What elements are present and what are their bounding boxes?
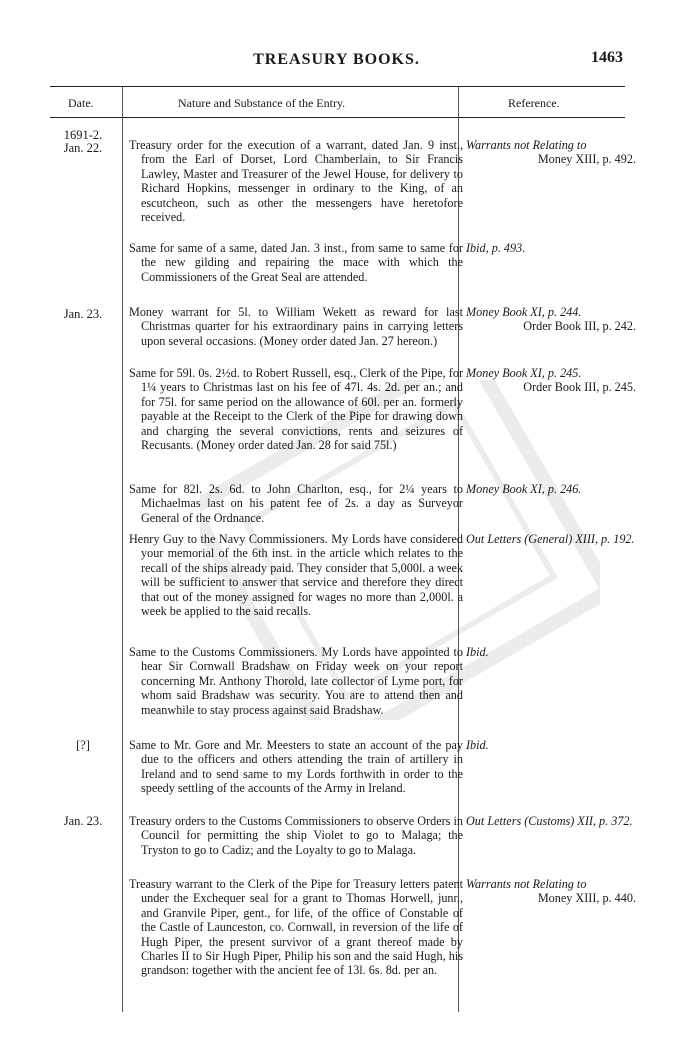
entry-text: Treasury order for the execution of a warrant, dated Jan. 9 inst., from the Earl of Dorset, Lord Chamberlain, to Sir Francis Lawley, Master and Treasurer of the Jewel House, for delivery to Richard Hopkins, messenger in ordinary to the King, of an escutcheon, such as other the messengers have heretofore received. xyxy=(129,138,463,225)
entry-reference xyxy=(466,482,636,496)
entry-reference xyxy=(466,814,636,828)
entry-date: Jan. 22. xyxy=(63,141,103,155)
reference-line: Ibid. xyxy=(466,738,489,752)
entry-date: [?] xyxy=(76,738,90,752)
header-rule-top xyxy=(50,86,625,87)
reference-line: Money XIII, p. 440. xyxy=(537,891,636,906)
reference-line: Out Letters (Customs) XII, p. 372. xyxy=(466,814,633,828)
reference-line: Order Book III, p. 242. xyxy=(523,319,636,334)
entry-text: Same for 59l. 0s. 2½d. to Robert Russell, esq., Clerk of the Pipe, for 1¼ years to Christmas last on his fee of 47l. 4s. 2d. per an.; and for 75l. for same period on the allowance of 60l. per an. formerly payable at the Receipt to the Clerk of the Pipe for drawing down and charging the several convictions, rents and seizures of Recusants. (Money order dated Jan. 28 for said 75l.) xyxy=(129,366,463,453)
reference-line: Ibid. xyxy=(466,645,489,659)
page-title: TREASURY BOOKS. xyxy=(253,51,420,68)
entry-reference xyxy=(466,138,636,167)
entry-reference xyxy=(466,738,636,752)
entry-date: Jan. 23. xyxy=(63,307,103,321)
reference-line: Money Book XI, p. 245. xyxy=(466,366,582,380)
entry-reference xyxy=(466,877,636,906)
reference-line: Out Letters (General) XIII, p. 192. xyxy=(466,532,635,546)
reference-line: Order Book III, p. 245. xyxy=(523,380,636,395)
reference-line: Money XIII, p. 492. xyxy=(537,152,636,167)
reference-line: Money Book XI, p. 244. xyxy=(466,305,582,319)
entry-reference xyxy=(466,532,636,546)
entry-reference xyxy=(466,366,636,395)
entry-date: Jan. 23. xyxy=(63,814,103,828)
entry-reference xyxy=(466,241,636,255)
column-divider-left xyxy=(122,87,123,1012)
entry-reference xyxy=(466,305,636,334)
year-label: 1691-2. xyxy=(63,128,103,142)
entry-text: Same for same of a same, dated Jan. 3 inst., from same to same for the new gilding and repairing the mace with which the Commissioners of the Great Seal are attended. xyxy=(129,241,463,284)
reference-line: Warrants not Relating to xyxy=(466,877,587,891)
entry-text: Same for 82l. 2s. 6d. to John Charlton, esq., for 2¼ years to Michaelmas last on his patent fee of 2s. a day as Surveyor General of the Ordnance. xyxy=(129,482,463,525)
entry-text: Money warrant for 5l. to William Wekett as reward for last Christmas quarter for his extraordinary pains in carrying letters upon several occasions. (Money order dated Jan. 27 hereon.) xyxy=(129,305,463,348)
reference-line: Money Book XI, p. 246. xyxy=(466,482,582,496)
header-rule-bottom xyxy=(50,117,625,118)
entry-text: Same to the Customs Commissioners. My Lords have appointed to hear Sir Cornwall Bradshaw on Friday week on your report concerning Mr. Anthony Thorold, late collector of Lyme port, for whom said Bradshaw was security. You are to attend then and meanwhile to stay process against said Bradshaw. xyxy=(129,645,463,717)
page-number: 1463 xyxy=(591,49,623,66)
col-header-date: Date. xyxy=(68,96,94,110)
entry-text: Henry Guy to the Navy Commissioners. My Lords have considered your memorial of the 6th inst. in the article which relates to the recall of the ships already paid. They consider that 5,000l. a week will be sufficient to answer that service and therefore they direct that out of the money assigned for wages no more than 2,000l. a week be applied to the said recalls. xyxy=(129,532,463,619)
entry-text: Same to Mr. Gore and Mr. Meesters to state an account of the pay due to the officers and others attending the train of artillery in Ireland and to send same to my Lords forthwith in order to the speedy settling of the accounts of the Army in Ireland. xyxy=(129,738,463,796)
reference-line: Ibid, p. 493. xyxy=(466,241,526,255)
entry-text: Treasury orders to the Customs Commissioners to observe Orders in Council for permitting the ship Violet to go to Malaga; the Tryston to go to Cadiz; and the Loyalty to go to Malaga. xyxy=(129,814,463,857)
entry-reference xyxy=(466,645,636,659)
entry-text: Treasury warrant to the Clerk of the Pipe for Treasury letters patent under the Exchequer seal for a grant to Thomas Horwell, junr., and Granvile Piper, gent., for life, of the office of Constable of the Castle of Launceston, co. Cornwall, in reversion of the life of Hugh Piper, the present survivor of a grant thereof made by Charles II to Sir Hugh Piper, Philip his son and the said Hugh, his grandson: together with the ancient fee of 13l. 6s. 8d. per an. xyxy=(129,877,463,978)
col-header-reference: Reference. xyxy=(508,96,560,110)
reference-line: Warrants not Relating to xyxy=(466,138,587,152)
col-header-nature: Nature and Substance of the Entry. xyxy=(178,96,346,110)
